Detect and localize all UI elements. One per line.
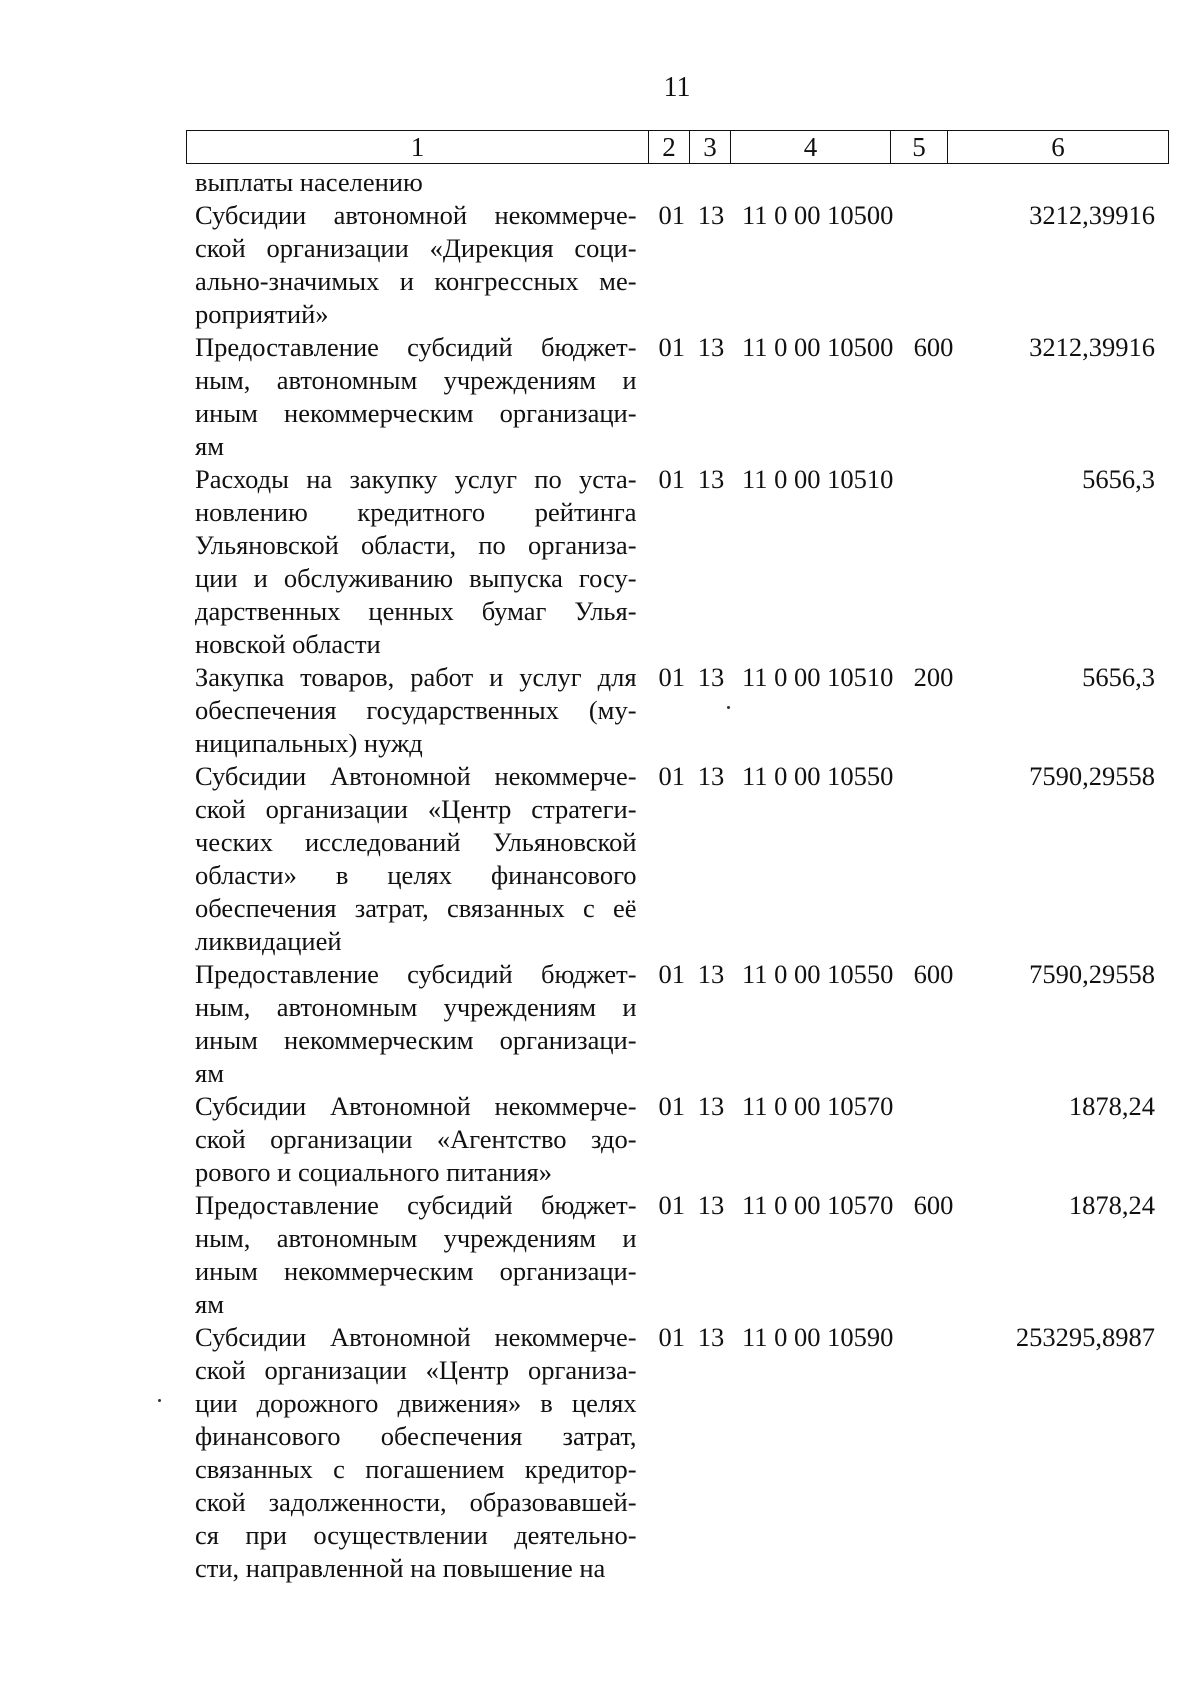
header-col-6: 6 [948, 131, 1169, 164]
description-line: ным, автономным учреждениям и [195, 992, 637, 1022]
row-amount: 5656,3 [1082, 662, 1156, 692]
description-line: ниципальных) нужд [195, 728, 423, 758]
row-subsection: 13 [697, 332, 725, 362]
description-line: Закупка товаров, работ и услуг для [195, 662, 637, 692]
row-target-article: 11 0 00 10510 [741, 662, 894, 692]
row-subsection: 13 [697, 761, 725, 791]
description-line: Расходы на закупку услуг по уста- [195, 464, 637, 494]
description-line: иным некоммерческим организаци- [195, 398, 637, 428]
description-line: новлению кредитного рейтинга [195, 497, 637, 527]
row-description [195, 661, 637, 760]
header-col-1: 1 [187, 131, 649, 164]
row-target-article: 11 0 00 10550 [741, 761, 894, 791]
description-line: ям [195, 1289, 224, 1319]
description-line: Субсидии Автономной некоммерче- [195, 1322, 637, 1352]
row-description [195, 166, 637, 199]
table-row [195, 958, 1165, 1090]
row-description [195, 1090, 637, 1189]
row-subsection: 13 [697, 200, 725, 230]
header-col-4: 4 [731, 131, 891, 164]
description-line: ся при осуществлении деятельно- [195, 1520, 637, 1550]
row-amount: 1878,24 [1068, 1091, 1156, 1121]
table-row [195, 1090, 1165, 1189]
description-line: выплаты населению [195, 167, 423, 197]
description-line: ным, автономным учреждениям и [195, 1223, 637, 1253]
description-line: связанных с погашением кредитор- [195, 1454, 637, 1484]
scan-dot [158, 1399, 161, 1402]
row-target-article: 11 0 00 10550 [741, 959, 894, 989]
row-expense-type: 600 [913, 332, 954, 362]
row-target-article: 11 0 00 10570 [741, 1091, 894, 1121]
header-col-5: 5 [891, 131, 948, 164]
description-line: дарственных ценных бумаг Улья- [195, 596, 637, 626]
table-row [195, 166, 1165, 199]
description-line: Предоставление субсидий бюджет- [195, 332, 637, 362]
row-description [195, 760, 637, 958]
description-line: Предоставление субсидий бюджет- [195, 1190, 637, 1220]
description-line: ции и обслуживанию выпуска госу- [195, 563, 637, 593]
description-line: ской организации «Центр организа- [195, 1355, 637, 1385]
row-expense-type: 600 [913, 1190, 954, 1220]
table-row [195, 199, 1165, 331]
row-amount: 7590,29558 [1029, 959, 1156, 989]
description-line: ческих исследований Ульяновской [195, 827, 637, 857]
row-description [195, 199, 637, 331]
description-line: Субсидии Автономной некоммерче- [195, 761, 637, 791]
description-line: сти, направленной на повышение на [195, 1553, 606, 1583]
description-line: ской организации «Центр стратеги- [195, 794, 637, 824]
table-row [195, 1189, 1165, 1321]
description-line: ным, автономным учреждениям и [195, 365, 637, 395]
description-line: ально-значимых и конгрессных ме- [195, 266, 637, 296]
row-subsection: 13 [697, 1190, 725, 1220]
table-header [186, 130, 1169, 164]
row-subsection: 13 [697, 959, 725, 989]
description-line: ской организации «Дирекция соци- [195, 233, 637, 263]
description-line: ликвидацией [195, 926, 342, 956]
description-line: ям [195, 1058, 224, 1088]
description-line: ской задолженности, образовавшей- [195, 1487, 637, 1517]
description-line: рового и социального питания» [195, 1157, 552, 1187]
description-line: ской организации «Агентство здо- [195, 1124, 637, 1154]
page-number: 11 [663, 72, 691, 103]
row-section: 01 [658, 662, 686, 692]
row-section: 01 [658, 200, 686, 230]
row-amount: 3212,39916 [1029, 200, 1156, 230]
description-line: роприятий» [195, 299, 329, 329]
row-description [195, 958, 637, 1090]
description-line: Предоставление субсидий бюджет- [195, 959, 637, 989]
row-section: 01 [658, 1322, 686, 1352]
row-description [195, 1321, 637, 1585]
description-line: обеспечения государственных (му- [195, 695, 637, 725]
row-amount: 3212,39916 [1029, 332, 1156, 362]
row-subsection: 13 [697, 464, 725, 494]
row-expense-type: 600 [913, 959, 954, 989]
description-line: обеспечения затрат, связанных с её [195, 893, 637, 923]
table-row [195, 1321, 1165, 1585]
row-description [195, 1189, 637, 1321]
description-line: Ульяновской области, по организа- [195, 530, 637, 560]
row-section: 01 [658, 959, 686, 989]
row-description [195, 331, 637, 463]
row-section: 01 [658, 761, 686, 791]
table-row [195, 463, 1165, 661]
description-line: финансового обеспечения затрат, [195, 1421, 637, 1451]
description-line: ции дорожного движения» в целях [195, 1388, 637, 1418]
table-row [195, 661, 1165, 760]
row-target-article: 11 0 00 10500 [741, 332, 894, 362]
description-line: Субсидии Автономной некоммерче- [195, 1091, 637, 1121]
row-target-article: 11 0 00 10510 [741, 464, 894, 494]
row-amount: 5656,3 [1082, 464, 1156, 494]
row-description [195, 463, 637, 661]
row-subsection: 13 [697, 662, 725, 692]
row-section: 01 [658, 332, 686, 362]
header-col-2: 2 [649, 131, 690, 164]
description-line: новской области [195, 629, 381, 659]
row-target-article: 11 0 00 10570 [741, 1190, 894, 1220]
row-amount: 253295,8987 [1015, 1322, 1156, 1352]
row-section: 01 [658, 464, 686, 494]
row-section: 01 [658, 1190, 686, 1220]
row-subsection: 13 [697, 1322, 725, 1352]
table-row [195, 331, 1165, 463]
row-target-article: 11 0 00 10590 [741, 1322, 894, 1352]
row-subsection: 13 [697, 1091, 725, 1121]
row-amount: 1878,24 [1068, 1190, 1156, 1220]
description-line: области» в целях финансового [195, 860, 637, 890]
row-section: 01 [658, 1091, 686, 1121]
header-col-3: 3 [690, 131, 731, 164]
table-row [195, 760, 1165, 958]
row-amount: 7590,29558 [1029, 761, 1156, 791]
table-body [195, 166, 1165, 1585]
description-line: ям [195, 431, 224, 461]
description-line: иным некоммерческим организаци- [195, 1025, 637, 1055]
scan-dot [727, 706, 730, 709]
description-line: иным некоммерческим организаци- [195, 1256, 637, 1286]
description-line: Субсидии автономной некоммерче- [195, 200, 637, 230]
row-expense-type: 200 [913, 662, 954, 692]
row-target-article: 11 0 00 10500 [741, 200, 894, 230]
